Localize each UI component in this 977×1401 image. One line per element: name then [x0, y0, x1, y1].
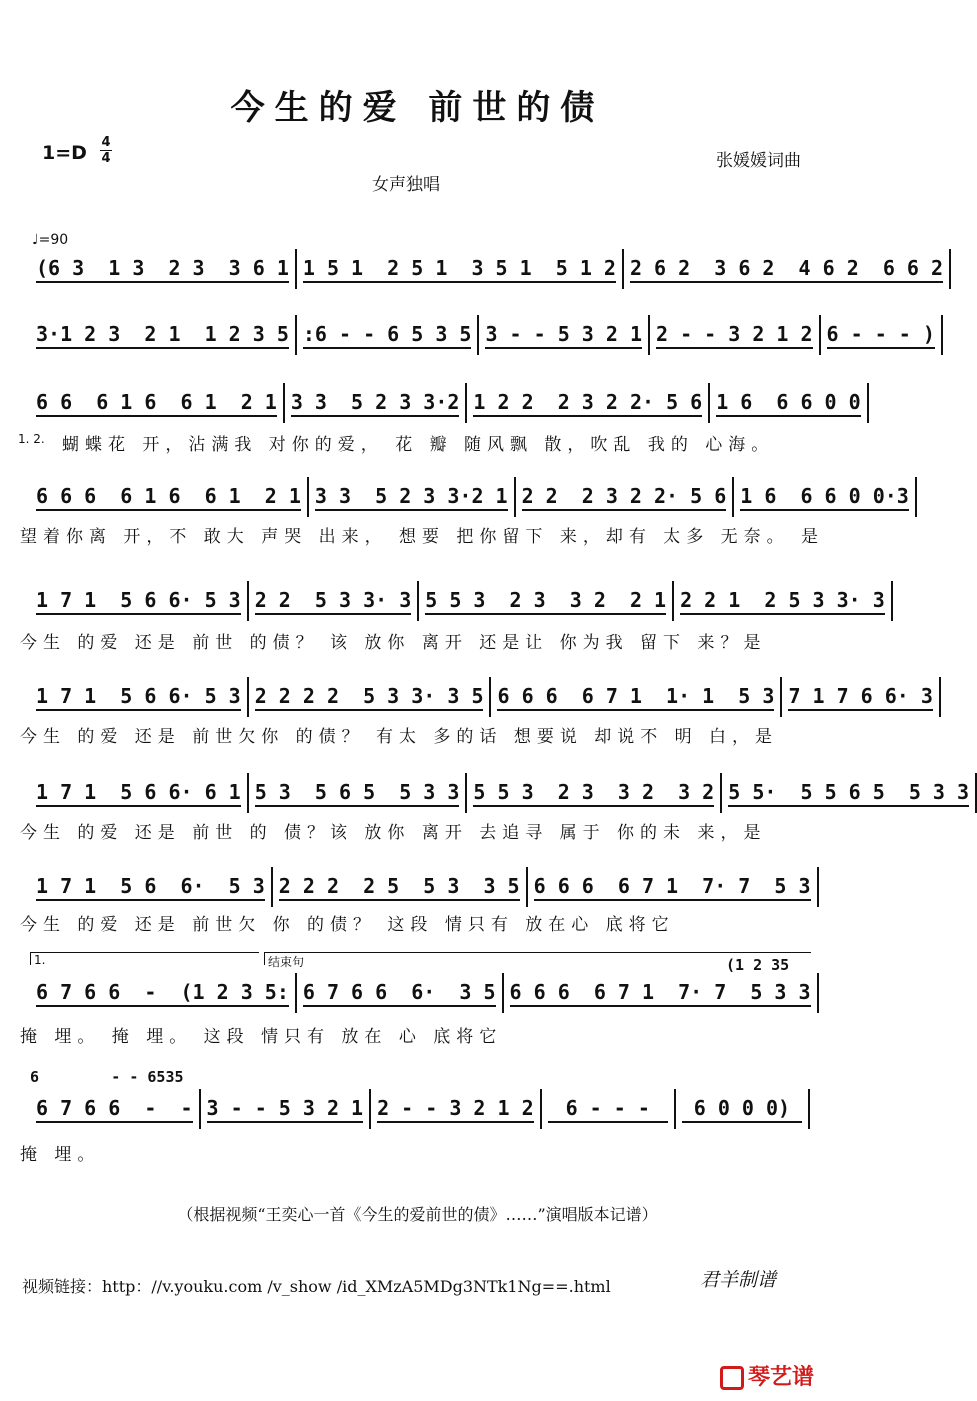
- lyric-line: 今生 的爱 还是 前世欠 你 的债？ 这段 情只有 放在心 底将它: [20, 915, 675, 935]
- measure: 3 3 5 2 3 3·2 1: [315, 483, 508, 511]
- measure: 5 5 3 2 3 3 2 3 2: [473, 779, 714, 807]
- key-signature: 1=D: [42, 142, 87, 164]
- volta-1-label: 1.: [34, 953, 46, 967]
- time-top: 4: [101, 135, 111, 150]
- bar-line: [369, 1089, 371, 1129]
- measure: 1 2 2 2 3 2 2· 5 6: [473, 389, 702, 417]
- score-row: [30, 252, 944, 286]
- arranger: 君羊制谱: [700, 1269, 777, 1291]
- bar-line: [307, 477, 309, 517]
- measure: 1 6 6 6 0 0: [716, 389, 861, 417]
- score-row: [30, 480, 909, 514]
- measure: 3 - - 5 3 2 1: [207, 1095, 364, 1123]
- measure: 1 7 1 5 6 6· 5 3: [36, 873, 265, 901]
- measure: 6 6 6 6 1 6 6 1 2 1: [36, 483, 301, 511]
- measure: 1 6 6 6 0 0·3: [740, 483, 909, 511]
- lyric-line: 望着你离 开，不 敢大 声哭 出来， 想要 把你留下 来，却有 太多 无奈。 是: [20, 527, 825, 547]
- voice-type: 女声独唱: [372, 175, 440, 195]
- upper-alt-2: 6 - - 6535: [30, 1068, 184, 1086]
- page-title: 今生的爱 前世的债: [230, 88, 605, 128]
- bar-line: [808, 1089, 810, 1129]
- measure: 1 7 1 5 6 6· 5 3: [36, 683, 241, 711]
- lyric-line: 掩 埋。: [20, 1145, 101, 1165]
- measure: 2 - - 3 2 1 2: [377, 1095, 534, 1123]
- measure: 2 6 2 3 6 2 4 6 2 6 6 2: [630, 255, 943, 283]
- measure: 1 7 1 5 6 6· 5 3: [36, 587, 241, 615]
- measure: 5 5 3 2 3 3 2 2 1: [425, 587, 666, 615]
- bar-line: [514, 477, 516, 517]
- measure: 6 0 0 0): [682, 1095, 802, 1123]
- score-row: [30, 386, 861, 420]
- upper-alt-1: (1 2 35: [726, 956, 790, 974]
- bar-line: [867, 383, 869, 423]
- bar-line: [949, 249, 951, 289]
- bar-line: [477, 315, 479, 355]
- bar-line: [720, 773, 722, 813]
- bar-line: [295, 973, 297, 1013]
- bar-line: [540, 1089, 542, 1129]
- time-signature: [100, 135, 112, 166]
- measure: 2 2 2 2 5 5 3 3 5: [279, 873, 520, 901]
- measure: 1 7 1 5 6 6· 6 1: [36, 779, 241, 807]
- measure: 2 2 5 3 3· 3: [255, 587, 412, 615]
- lyric-line: 今生 的爱 还是 前世 的 债？该 放你 离开 去追寻 属于 你的未 来，是: [20, 823, 767, 843]
- bar-line: [939, 677, 941, 717]
- score-row: [30, 318, 935, 352]
- bar-line: [295, 249, 297, 289]
- verse-marker: 1. 2.: [18, 432, 45, 446]
- measure: 3·1 2 3 2 1 1 2 3 5: [36, 321, 289, 349]
- bar-line: [672, 581, 674, 621]
- bar-line: [891, 581, 893, 621]
- logo-icon: [720, 1366, 744, 1390]
- measure: (6 3 1 3 2 3 3 6 1: [36, 255, 289, 283]
- bar-line: [465, 383, 467, 423]
- bar-line: [941, 315, 943, 355]
- score-row: [30, 776, 970, 810]
- bar-line: [502, 973, 504, 1013]
- bar-line: [817, 867, 819, 907]
- measure: 3 3 5 2 3 3·2: [291, 389, 460, 417]
- measure: 2 2 2 2 5 3 3· 3 5: [255, 683, 484, 711]
- site-logo: [720, 1360, 814, 1391]
- bar-line: [247, 773, 249, 813]
- video-link[interactable]: 视频链接：http：//v.youku.com /v_show /id_XMzA5MDg3NTk1Ng==.html: [22, 1277, 611, 1296]
- source-note: （根据视频“王奕心一首《今生的爱前世的债》……”演唱版本记谱）: [177, 1205, 658, 1224]
- measure: :6 - - 6 5 3 5: [303, 321, 472, 349]
- measure: 3 - - 5 3 2 1: [485, 321, 642, 349]
- score-row: [30, 870, 810, 904]
- bar-line: [732, 477, 734, 517]
- bar-line: [199, 1089, 201, 1129]
- lyric-line: 今生 的爱 还是 前世 的债？ 该 放你 离开 还是让 你为我 留下 来？是: [20, 633, 767, 653]
- measure: 6 - - - ): [827, 321, 935, 349]
- bar-line: [295, 315, 297, 355]
- bar-line: [489, 677, 491, 717]
- bar-line: [648, 315, 650, 355]
- bar-line: [915, 477, 917, 517]
- bar-line: [819, 315, 821, 355]
- lyric-line: 今生 的爱 还是 前世欠你 的债？ 有太 多的话 想要说 却说不 明 白，是: [20, 727, 779, 747]
- measure: 2 2 1 2 5 3 3· 3: [680, 587, 885, 615]
- measure: 7 1 7 6 6· 3: [788, 683, 933, 711]
- bar-line: [247, 581, 249, 621]
- score-row: [30, 976, 810, 1010]
- bar-line: [465, 773, 467, 813]
- measure: 1 5 1 2 5 1 3 5 1 5 1 2: [303, 255, 616, 283]
- measure: 6 6 6 6 7 1 1· 1 5 3: [497, 683, 774, 711]
- tempo-mark: ♩=90: [32, 232, 69, 248]
- measure: 2 - - 3 2 1 2: [656, 321, 813, 349]
- measure: 6 7 6 6 - -: [36, 1095, 193, 1123]
- measure: 6 6 6 1 6 6 1 2 1: [36, 389, 277, 417]
- measure: 6 - - -: [548, 1095, 668, 1123]
- score-row: [30, 1092, 810, 1126]
- lyric-line: 蝴蝶花 开，沾满我 对你的爱， 花 瓣 随风飘 散，吹乱 我的 心海。: [62, 435, 775, 455]
- measure: 6 6 6 6 7 1 7· 7 5 3 3: [510, 979, 811, 1007]
- ending-label: 结束句: [268, 955, 305, 969]
- bar-line: [674, 1089, 676, 1129]
- bar-line: [417, 581, 419, 621]
- bar-line: [817, 973, 819, 1013]
- bar-line: [708, 383, 710, 423]
- measure: 6 7 6 6 6· 3 5: [303, 979, 496, 1007]
- lyric-line: 掩 埋。 掩 埋。 这段 情只有 放在 心 底将它: [20, 1027, 503, 1047]
- bar-line: [526, 867, 528, 907]
- score-row: [30, 680, 933, 714]
- bar-line: [247, 677, 249, 717]
- measure: 2 2 2 3 2 2· 5 6: [522, 483, 727, 511]
- measure: 5 3 5 6 5 5 3 3: [255, 779, 460, 807]
- measure: 6 7 6 6 - (1 2 3 5:: [36, 979, 289, 1007]
- logo-text: 琴艺谱: [748, 1365, 815, 1390]
- bar-line: [271, 867, 273, 907]
- bar-line: [780, 677, 782, 717]
- bar-line: [283, 383, 285, 423]
- time-bottom: 4: [101, 151, 111, 166]
- bar-line: [622, 249, 624, 289]
- score-row: [30, 584, 885, 618]
- volta-1-bracket: [30, 952, 259, 965]
- measure: 5 5· 5 5 6 5 5 3 3: [728, 779, 969, 807]
- measure: 6 6 6 6 7 1 7· 7 5 3: [534, 873, 811, 901]
- composer: 张媛媛词曲: [716, 151, 801, 171]
